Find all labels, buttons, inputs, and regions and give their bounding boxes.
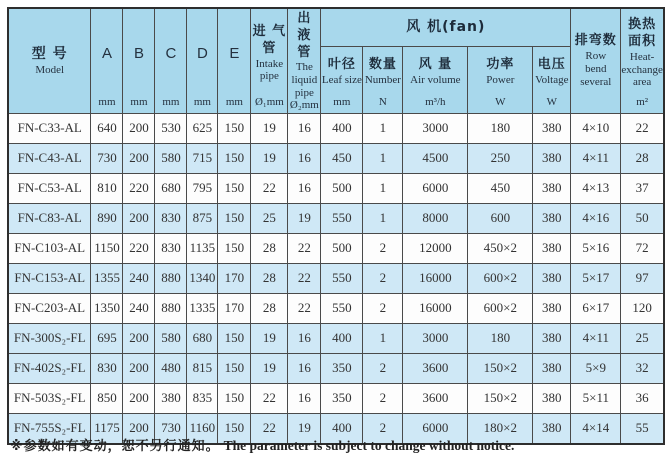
cell-num: 2 <box>363 293 403 323</box>
cell-leaf: 400 <box>321 323 363 353</box>
row-bend-label-en: Row bend several <box>580 50 612 88</box>
cell-model: FN-C103-AL <box>8 233 91 263</box>
cell-air: 16000 <box>403 263 468 293</box>
spec-table-container <box>7 7 665 445</box>
cell-a: 1355 <box>91 263 123 293</box>
cell-b: 240 <box>123 263 155 293</box>
cell-leaf: 350 <box>321 353 363 383</box>
cell-b: 200 <box>123 353 155 383</box>
model-label-zh: 型 号 <box>31 46 68 63</box>
fan-col-en: Power <box>486 74 515 87</box>
fan-col-unit: W <box>546 95 557 108</box>
col-header-air-volume <box>403 46 468 113</box>
model-label-en: Model <box>35 63 65 76</box>
cell-model: FN-C153-AL <box>8 263 91 293</box>
cell-a: 1175 <box>91 413 123 444</box>
cell-leaf: 450 <box>321 143 363 173</box>
col-header-b <box>123 8 155 113</box>
intake-unit: Ø₁mm <box>254 95 284 108</box>
cell-bend: 4×11 <box>571 323 621 353</box>
table-row <box>8 203 664 233</box>
cell-air: 16000 <box>403 293 468 323</box>
cell-power: 180×2 <box>468 413 533 444</box>
dim-label: B <box>133 44 144 62</box>
fan-col-unit: W <box>495 95 506 108</box>
cell-c: 830 <box>155 233 187 263</box>
cell-volt: 380 <box>533 293 571 323</box>
cell-power: 600×2 <box>468 293 533 323</box>
cell-a: 850 <box>91 383 123 413</box>
cell-bend: 4×10 <box>571 113 621 143</box>
col-header-heat-area <box>621 8 664 113</box>
liquid-unit: Ø₂mm <box>289 99 319 112</box>
cell-volt: 380 <box>533 413 571 444</box>
cell-power: 600×2 <box>468 263 533 293</box>
cell-volt: 380 <box>533 233 571 263</box>
heat-label-zh: 换热 面积 <box>628 17 657 50</box>
cell-c: 580 <box>155 143 187 173</box>
cell-liquid: 16 <box>288 353 321 383</box>
cell-bend: 4×11 <box>571 143 621 173</box>
cell-leaf: 400 <box>321 113 363 143</box>
cell-intake: 28 <box>251 263 288 293</box>
cell-intake: 22 <box>251 173 288 203</box>
fan-col-unit: m³/h <box>425 95 446 108</box>
cell-volt: 380 <box>533 143 571 173</box>
cell-power: 450 <box>468 173 533 203</box>
cell-leaf: 550 <box>321 293 363 323</box>
cell-air: 4500 <box>403 143 468 173</box>
cell-volt: 380 <box>533 203 571 233</box>
cell-e: 150 <box>218 323 251 353</box>
cell-bend: 5×16 <box>571 233 621 263</box>
col-header-c <box>155 8 187 113</box>
cell-d: 1160 <box>187 413 218 444</box>
col-header-a <box>91 8 123 113</box>
cell-area: 120 <box>621 293 664 323</box>
cell-e: 170 <box>218 263 251 293</box>
table-row <box>8 113 664 143</box>
table-row <box>8 293 664 323</box>
cell-e: 150 <box>218 413 251 444</box>
cell-area: 55 <box>621 413 664 444</box>
cell-area: 25 <box>621 323 664 353</box>
cell-intake: 22 <box>251 413 288 444</box>
cell-d: 815 <box>187 353 218 383</box>
cell-volt: 380 <box>533 173 571 203</box>
col-header-power <box>468 46 533 113</box>
cell-c: 680 <box>155 173 187 203</box>
cell-a: 830 <box>91 353 123 383</box>
liquid-label-zh: 出 液 管 <box>297 10 312 60</box>
cell-c: 880 <box>155 263 187 293</box>
table-header <box>8 8 664 113</box>
footnote <box>10 435 514 455</box>
fan-col-zh: 数量 <box>368 57 397 73</box>
cell-air: 3000 <box>403 113 468 143</box>
cell-c: 830 <box>155 203 187 233</box>
cell-model: FN-C83-AL <box>8 203 91 233</box>
cell-liquid: 16 <box>288 143 321 173</box>
intake-label-zh: 进 气 管 <box>252 23 287 56</box>
cell-num: 2 <box>363 383 403 413</box>
cell-num: 2 <box>363 233 403 263</box>
fan-col-unit: N <box>378 95 387 108</box>
cell-c: 380 <box>155 383 187 413</box>
cell-volt: 380 <box>533 383 571 413</box>
fan-col-en: Leaf size <box>321 74 362 87</box>
cell-area: 28 <box>621 143 664 173</box>
cell-liquid: 22 <box>288 263 321 293</box>
cell-c: 530 <box>155 113 187 143</box>
fan-col-zh: 功率 <box>486 57 515 73</box>
col-header-e <box>218 8 251 113</box>
cell-air: 6000 <box>403 173 468 203</box>
fan-group-header <box>321 8 571 46</box>
fan-col-unit: mm <box>333 95 351 108</box>
table-row <box>8 383 664 413</box>
heat-label-en: Heat- exchange area <box>621 51 663 89</box>
cell-a: 890 <box>91 203 123 233</box>
spec-table <box>7 7 665 445</box>
cell-power: 180 <box>468 113 533 143</box>
col-header-liquid-pipe <box>288 8 321 113</box>
cell-model: FN-C43-AL <box>8 143 91 173</box>
cell-model: FN-755S₂-FL <box>8 413 91 444</box>
footnote-en: The parameter is subject to change without notice. <box>223 438 515 453</box>
liquid-label-en: The liquid pipe <box>291 61 318 99</box>
cell-e: 170 <box>218 293 251 323</box>
cell-e: 150 <box>218 383 251 413</box>
table-row <box>8 323 664 353</box>
table-row <box>8 173 664 203</box>
table-row <box>8 233 664 263</box>
dim-label: A <box>101 44 112 62</box>
cell-d: 1340 <box>187 263 218 293</box>
cell-air: 3600 <box>403 353 468 383</box>
cell-intake: 19 <box>251 113 288 143</box>
cell-a: 1150 <box>91 233 123 263</box>
cell-c: 880 <box>155 293 187 323</box>
cell-num: 1 <box>363 143 403 173</box>
cell-intake: 19 <box>251 353 288 383</box>
cell-bend: 4×14 <box>571 413 621 444</box>
cell-b: 200 <box>123 143 155 173</box>
cell-num: 1 <box>363 203 403 233</box>
cell-power: 450×2 <box>468 233 533 263</box>
intake-label-en: Intake pipe <box>255 57 284 83</box>
cell-area: 32 <box>621 353 664 383</box>
cell-d: 715 <box>187 143 218 173</box>
heat-unit: m² <box>636 95 649 108</box>
table-row <box>8 353 664 383</box>
fan-col-zh: 叶径 <box>327 57 356 73</box>
cell-bend: 5×11 <box>571 383 621 413</box>
cell-model: FN-300S₂-FL <box>8 323 91 353</box>
cell-air: 8000 <box>403 203 468 233</box>
cell-num: 2 <box>363 263 403 293</box>
cell-leaf: 350 <box>321 383 363 413</box>
table-body <box>8 113 664 444</box>
footnote-zh: ※参数如有变动，恕不另行通知。 <box>10 439 220 454</box>
cell-power: 150×2 <box>468 383 533 413</box>
cell-d: 680 <box>187 323 218 353</box>
cell-e: 150 <box>218 113 251 143</box>
cell-b: 200 <box>123 203 155 233</box>
dim-unit: mm <box>225 95 243 108</box>
cell-d: 625 <box>187 113 218 143</box>
cell-air: 3600 <box>403 383 468 413</box>
fan-col-en: Air volume <box>410 74 461 87</box>
col-header-voltage <box>533 46 571 113</box>
cell-air: 3000 <box>403 323 468 353</box>
cell-num: 2 <box>363 413 403 444</box>
cell-power: 250 <box>468 143 533 173</box>
cell-leaf: 400 <box>321 413 363 444</box>
fan-col-zh: 电压 <box>537 57 566 73</box>
cell-volt: 380 <box>533 263 571 293</box>
cell-b: 240 <box>123 293 155 323</box>
fan-col-en: Voltage <box>535 74 569 87</box>
cell-liquid: 22 <box>288 233 321 263</box>
cell-e: 150 <box>218 173 251 203</box>
cell-a: 695 <box>91 323 123 353</box>
cell-e: 150 <box>218 143 251 173</box>
cell-bend: 6×17 <box>571 293 621 323</box>
cell-num: 1 <box>363 323 403 353</box>
cell-a: 730 <box>91 143 123 173</box>
cell-power: 180 <box>468 323 533 353</box>
cell-a: 810 <box>91 173 123 203</box>
cell-liquid: 16 <box>288 383 321 413</box>
cell-a: 1350 <box>91 293 123 323</box>
cell-e: 150 <box>218 203 251 233</box>
cell-area: 22 <box>621 113 664 143</box>
cell-power: 600 <box>468 203 533 233</box>
cell-bend: 4×13 <box>571 173 621 203</box>
col-header-leaf-size <box>321 46 363 113</box>
cell-intake: 22 <box>251 383 288 413</box>
cell-liquid: 16 <box>288 113 321 143</box>
cell-liquid: 19 <box>288 203 321 233</box>
header-row-top <box>8 8 664 46</box>
fan-col-zh: 风 量 <box>418 57 453 73</box>
cell-model: FN-C33-AL <box>8 113 91 143</box>
cell-air: 6000 <box>403 413 468 444</box>
cell-volt: 380 <box>533 113 571 143</box>
col-header-model <box>8 8 91 113</box>
cell-model: FN-503S₂-FL <box>8 383 91 413</box>
cell-b: 200 <box>123 323 155 353</box>
cell-intake: 28 <box>251 293 288 323</box>
cell-b: 200 <box>123 383 155 413</box>
fan-group-label: 风 机(fan) <box>406 19 486 36</box>
col-header-row-bend <box>571 8 621 113</box>
table-row <box>8 143 664 173</box>
cell-c: 480 <box>155 353 187 383</box>
cell-bend: 5×9 <box>571 353 621 383</box>
cell-leaf: 550 <box>321 263 363 293</box>
cell-b: 220 <box>123 233 155 263</box>
row-bend-label-zh: 排弯数 <box>574 33 617 49</box>
cell-area: 50 <box>621 203 664 233</box>
cell-intake: 19 <box>251 143 288 173</box>
dim-unit: mm <box>162 95 180 108</box>
cell-e: 150 <box>218 353 251 383</box>
cell-d: 1335 <box>187 293 218 323</box>
cell-leaf: 500 <box>321 233 363 263</box>
cell-bend: 4×16 <box>571 203 621 233</box>
cell-intake: 19 <box>251 323 288 353</box>
dim-label: D <box>197 44 208 62</box>
cell-d: 795 <box>187 173 218 203</box>
cell-volt: 380 <box>533 353 571 383</box>
cell-c: 730 <box>155 413 187 444</box>
dim-unit: mm <box>193 95 211 108</box>
cell-liquid: 19 <box>288 413 321 444</box>
fan-col-en: Number <box>364 74 401 87</box>
cell-liquid: 22 <box>288 293 321 323</box>
cell-b: 220 <box>123 173 155 203</box>
dim-unit: mm <box>98 95 116 108</box>
dim-label: C <box>165 44 177 62</box>
cell-area: 72 <box>621 233 664 263</box>
cell-num: 1 <box>363 173 403 203</box>
cell-area: 37 <box>621 173 664 203</box>
cell-d: 1135 <box>187 233 218 263</box>
cell-leaf: 500 <box>321 173 363 203</box>
cell-air: 12000 <box>403 233 468 263</box>
cell-e: 150 <box>218 233 251 263</box>
cell-c: 580 <box>155 323 187 353</box>
cell-model: FN-C203-AL <box>8 293 91 323</box>
cell-a: 640 <box>91 113 123 143</box>
cell-liquid: 16 <box>288 323 321 353</box>
col-header-intake-pipe <box>251 8 288 113</box>
cell-area: 97 <box>621 263 664 293</box>
cell-num: 1 <box>363 113 403 143</box>
col-header-number <box>363 46 403 113</box>
cell-b: 200 <box>123 413 155 444</box>
cell-intake: 28 <box>251 233 288 263</box>
cell-area: 36 <box>621 383 664 413</box>
cell-intake: 25 <box>251 203 288 233</box>
cell-leaf: 550 <box>321 203 363 233</box>
dim-label: E <box>229 44 240 62</box>
cell-liquid: 16 <box>288 173 321 203</box>
cell-power: 150×2 <box>468 353 533 383</box>
cell-d: 835 <box>187 383 218 413</box>
cell-bend: 5×17 <box>571 263 621 293</box>
col-header-d <box>187 8 218 113</box>
cell-b: 200 <box>123 113 155 143</box>
cell-volt: 380 <box>533 323 571 353</box>
cell-model: FN-C53-AL <box>8 173 91 203</box>
cell-num: 2 <box>363 353 403 383</box>
dim-unit: mm <box>130 95 148 108</box>
cell-model: FN-402S₂-FL <box>8 353 91 383</box>
table-row <box>8 263 664 293</box>
cell-d: 875 <box>187 203 218 233</box>
